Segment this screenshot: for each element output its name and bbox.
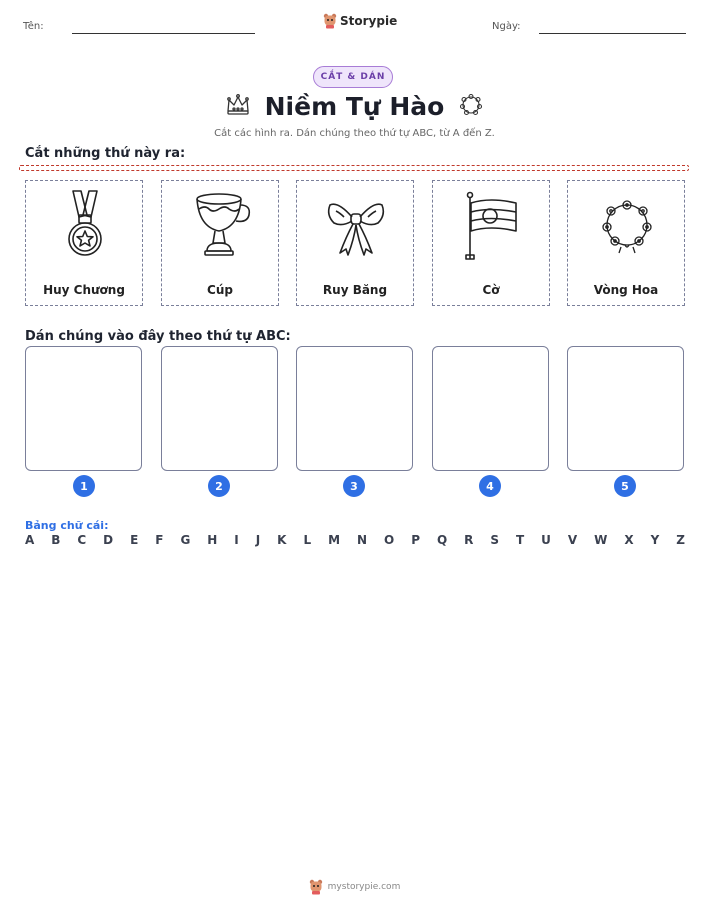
number-badge-1: 1 (73, 475, 95, 497)
brand-logo (323, 13, 397, 29)
cut-card-label: Ruy Băng (322, 283, 388, 297)
alphabet-letter: X (624, 533, 634, 547)
alphabet-letter: V (567, 533, 578, 547)
paste-box-5[interactable] (567, 346, 684, 471)
alphabet-letter: Q (436, 533, 448, 547)
cut-card-label: Huy Chương (43, 283, 125, 297)
alphabet-letter: C (77, 533, 87, 547)
number-badge-2: 2 (208, 475, 230, 497)
brand-name: Storypie (340, 14, 398, 28)
storypie-mascot-icon (323, 13, 337, 29)
number-badge-3: 3 (343, 475, 365, 497)
number-badge-4: 4 (479, 475, 501, 497)
paste-box-2[interactable] (161, 346, 278, 471)
medal-icon (53, 187, 117, 267)
flower-wreath-icon (595, 187, 659, 267)
alphabet-letter: U (541, 533, 551, 547)
alphabet-letter: Y (650, 533, 660, 547)
page-title: Niềm Tự Hào (264, 92, 445, 121)
cut-card-trophy[interactable] (161, 180, 279, 306)
alphabet-heading: Bảng chữ cái: (25, 519, 109, 532)
alphabet-letter: T (515, 533, 525, 547)
cut-card-label: Vòng Hoa (593, 283, 659, 297)
footer-url[interactable]: mystorypie.com (327, 882, 401, 892)
paste-box-1[interactable] (25, 346, 142, 471)
footer (0, 879, 709, 895)
alphabet-letter: G (180, 533, 191, 547)
cut-card-label: Cúp (207, 283, 233, 297)
trophy-cup-icon (189, 187, 253, 267)
alphabet-letter: K (277, 533, 287, 547)
alphabet-letter: M (328, 533, 341, 547)
date-label: Ngày: (492, 21, 521, 32)
alphabet-letter: Z (676, 533, 685, 547)
alphabet-letter: A (25, 533, 35, 547)
number-badge-5: 5 (614, 475, 636, 497)
alphabet-letter: E (130, 533, 139, 547)
alphabet-letter: S (490, 533, 499, 547)
name-label: Tên: (23, 21, 44, 32)
alphabet-letter: F (155, 533, 164, 547)
name-line[interactable] (72, 33, 255, 34)
instructions: Cắt các hình ra. Dán chúng theo thứ tự ABC, từ A đến Z. (214, 128, 495, 139)
alphabet-letter: W (594, 533, 608, 547)
storypie-mascot-icon (309, 879, 323, 895)
paste-section-heading: Dán chúng vào đây theo thứ tự ABC: (25, 329, 291, 344)
alphabet-row (25, 533, 685, 547)
alphabet-letter: D (103, 533, 114, 547)
paste-box-3[interactable] (296, 346, 413, 471)
alphabet-letter: O (384, 533, 395, 547)
date-line[interactable] (539, 33, 686, 34)
cut-card-ribbon[interactable] (296, 180, 414, 306)
alphabet-letter: N (357, 533, 368, 547)
cut-card-medal[interactable] (25, 180, 143, 306)
cut-card-wreath[interactable] (567, 180, 685, 306)
alphabet-letter: L (303, 533, 312, 547)
alphabet-letter: R (464, 533, 474, 547)
wreath-icon (458, 93, 484, 117)
cut-section-heading: Cắt những thứ này ra: (25, 146, 186, 161)
paste-box-4[interactable] (432, 346, 549, 471)
cut-card-label: Cờ (482, 283, 500, 297)
activity-badge: CẮT & DÁN (313, 66, 393, 88)
alphabet-letter: J (255, 533, 261, 547)
alphabet-letter: H (207, 533, 218, 547)
cut-card-flag[interactable] (432, 180, 550, 306)
alphabet-letter: B (51, 533, 61, 547)
ribbon-bow-icon (324, 187, 388, 267)
alphabet-letter: P (411, 533, 420, 547)
cut-line (19, 165, 689, 171)
flag-icon (460, 187, 524, 267)
alphabet-letter: I (234, 533, 239, 547)
